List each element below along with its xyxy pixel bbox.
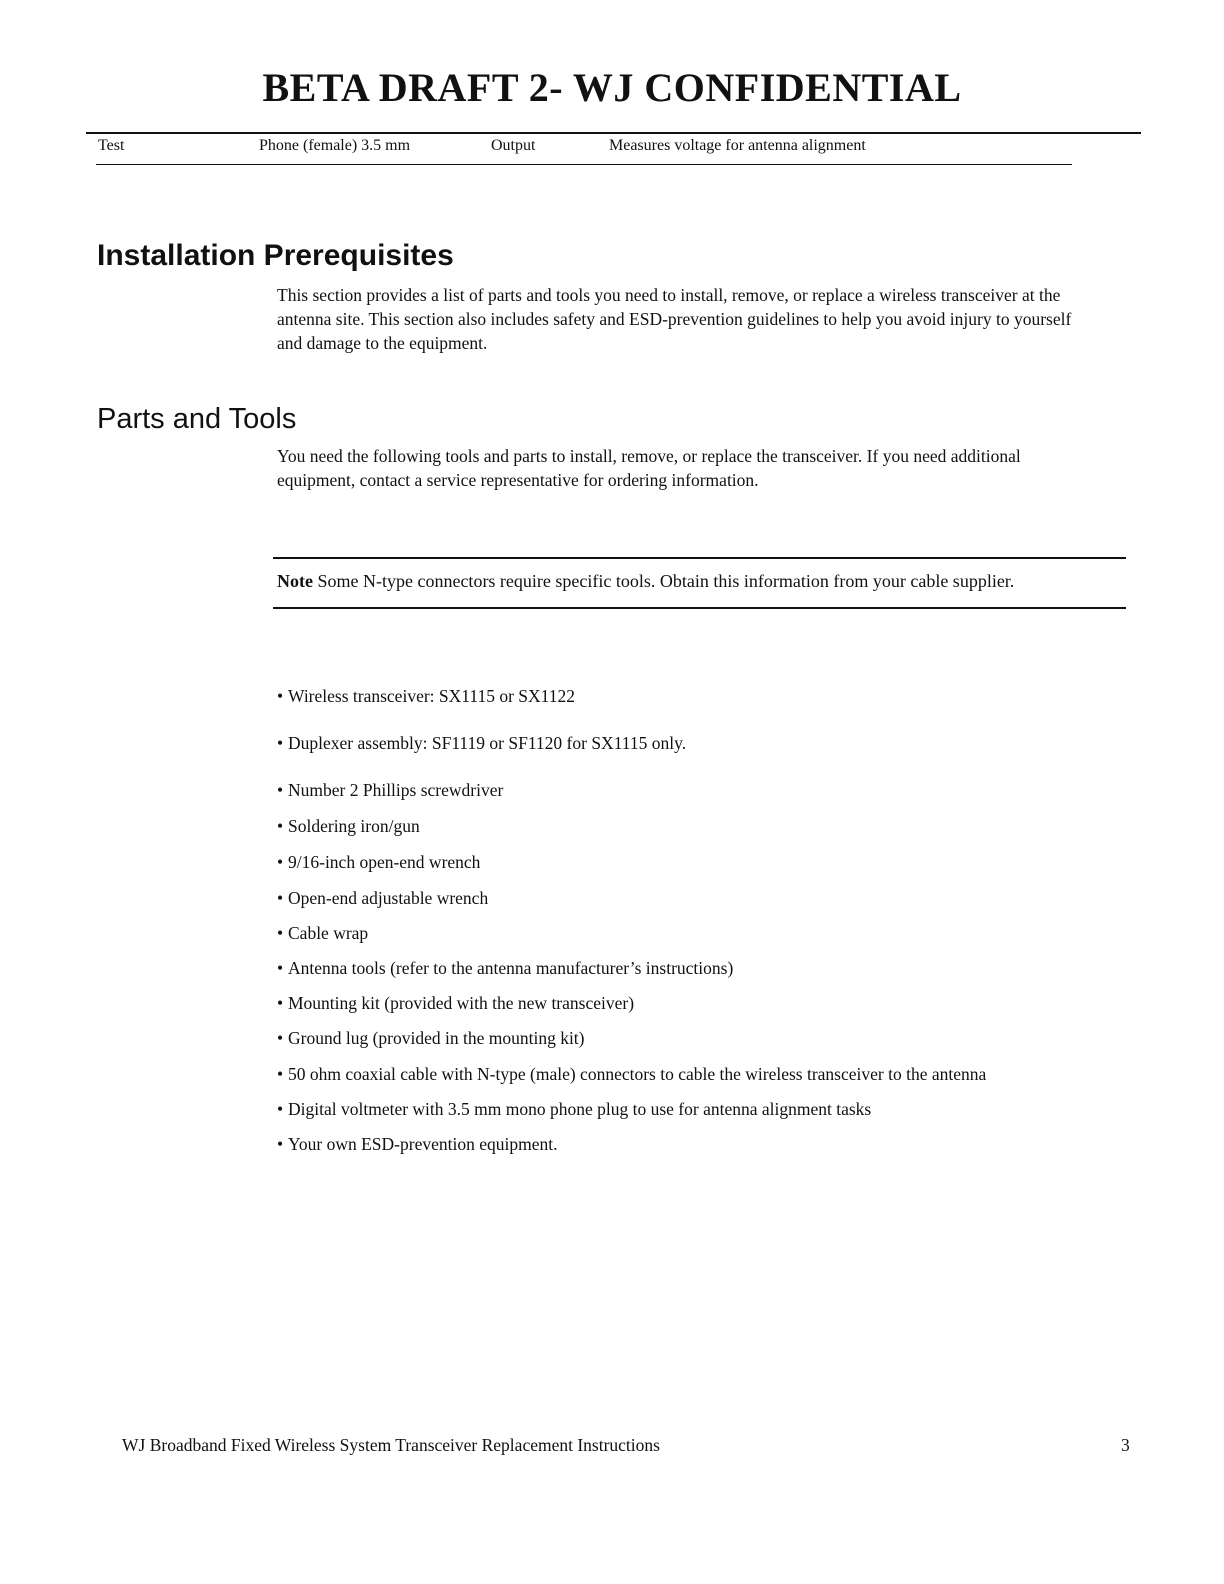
- table-cell-description: Measures voltage for antenna alignment: [609, 137, 866, 154]
- note-text: Some N-type connectors require specific tools. Obtain this information from your cable supplier.: [317, 571, 1015, 591]
- note-top-rule: [273, 557, 1126, 559]
- table-cell-direction: Output: [491, 137, 536, 154]
- bullet-icon: •: [277, 1099, 284, 1119]
- list-item: [277, 993, 634, 1014]
- list-item-text: Number 2 Phillips screwdriver: [288, 780, 504, 800]
- page-number: 3: [1121, 1435, 1130, 1455]
- footer-document-title: WJ Broadband Fixed Wireless System Transceiver Replacement Instructions: [122, 1435, 660, 1455]
- note-block: [277, 571, 1127, 592]
- list-item: [277, 1028, 585, 1049]
- list-item-text: 50 ohm coaxial cable with N-type (male) connectors to cable the wireless transceiver to the antenna: [288, 1064, 987, 1084]
- list-item-text: Duplexer assembly: SF1119 or SF1120 for SX1115 only.: [288, 733, 687, 753]
- bullet-icon: •: [277, 1028, 284, 1048]
- bullet-icon: •: [277, 1064, 284, 1084]
- subsection-intro-paragraph: You need the following tools and parts to install, remove, or replace the transceiver. If you need additional equipment, contact a service representative for ordering information.: [277, 446, 1021, 490]
- list-item: [277, 1099, 871, 1120]
- note-label: Note: [277, 571, 313, 591]
- table-cell-connector: Phone (female) 3.5 mm: [259, 137, 411, 154]
- bullet-icon: •: [277, 888, 284, 908]
- list-item: [277, 958, 733, 979]
- list-item: [277, 888, 488, 909]
- bullet-icon: •: [277, 852, 284, 872]
- bullet-icon: •: [277, 733, 284, 753]
- list-item: [277, 1064, 986, 1085]
- bullet-icon: •: [277, 958, 284, 978]
- subsection-heading: Parts and Tools: [97, 403, 297, 435]
- list-item: [277, 686, 575, 707]
- list-item: [277, 852, 480, 873]
- bullet-icon: •: [277, 923, 284, 943]
- list-item-text: Open-end adjustable wrench: [288, 888, 489, 908]
- bullet-icon: •: [277, 993, 284, 1013]
- list-item-text: Mounting kit (provided with the new transceiver): [288, 993, 635, 1013]
- list-item-text: 9/16-inch open-end wrench: [288, 852, 481, 872]
- list-item-text: Cable wrap: [288, 923, 369, 943]
- list-item-text: Digital voltmeter with 3.5 mm mono phone plug to use for antenna alignment tasks: [288, 1099, 872, 1119]
- list-item: [277, 816, 420, 837]
- bullet-icon: •: [277, 686, 284, 706]
- list-item-text: Antenna tools (refer to the antenna manufacturer’s instructions): [288, 958, 734, 978]
- bullet-icon: •: [277, 1134, 284, 1154]
- list-item: [277, 733, 686, 754]
- section-intro-paragraph: This section provides a list of parts and tools you need to install, remove, or replace a wireless transceiver at the antenna site. This section also includes safety and ESD-prevention guidelines to help you avoid injury to yourself and damage to the equipment.: [277, 285, 1072, 353]
- list-item: [277, 1134, 557, 1155]
- table-top-rule: [86, 132, 1141, 134]
- note-bottom-rule: [273, 607, 1126, 609]
- list-item-text: Wireless transceiver: SX1115 or SX1122: [288, 686, 576, 706]
- table-cell-name: Test: [98, 137, 125, 154]
- list-item: [277, 923, 368, 944]
- table-row: [0, 137, 1224, 159]
- confidential-watermark: BETA DRAFT 2- WJ CONFIDENTIAL: [262, 65, 962, 110]
- list-item: [277, 780, 503, 801]
- bullet-icon: •: [277, 816, 284, 836]
- bullet-icon: •: [277, 780, 284, 800]
- list-item-text: Soldering iron/gun: [288, 816, 420, 836]
- list-item-text: Your own ESD-prevention equipment.: [288, 1134, 558, 1154]
- list-item-text: Ground lug (provided in the mounting kit): [288, 1028, 585, 1048]
- table-bottom-rule: [96, 164, 1072, 165]
- section-heading: Installation Prerequisites: [97, 239, 454, 272]
